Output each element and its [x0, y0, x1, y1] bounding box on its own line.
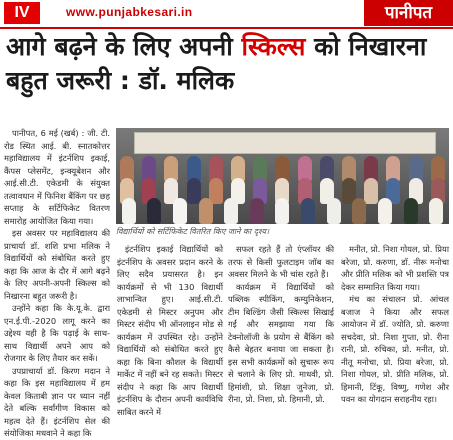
headline-part1: आगे बढ़ने के लिए अपनी [6, 32, 242, 61]
page-number: IV [4, 2, 40, 24]
article-column-3 [228, 243, 334, 406]
photo-row-front [116, 198, 449, 224]
masthead-bar [0, 0, 453, 28]
paragraph: सफल रहते हैं तो एंप्लॉयर की तरफ से किसी फुलटाइम जॉब का अवसर मिलने के भी चांस रहते हैं। [228, 244, 334, 279]
paragraph: इस अवसर पर महाविद्यालय की प्राचार्या डॉ. शशि प्रभा मलिक ने विद्यार्थियों को संबोधित करते हुए कहा कि आज के दौर में आगे बढ़ने के लिए अपनी-अपनी स्किल्स को निखारना बहुत जरूरी है। [4, 228, 110, 301]
photo-caption: विद्यार्थियों को सर्टिफिकेट वितरित किए जाने का दृश्य। [116, 227, 270, 236]
paragraph: मनीत, प्रो. निशा गोयल, प्रो. प्रिया बरेजा, प्रो. करुणा, डॉ. नीरू मनोचा और प्रीति मलिक को भी प्रशस्ति पत्र देकर सम्मानित किया गया। [341, 244, 449, 292]
article-column-2 [117, 243, 223, 418]
masthead-rule [0, 27, 453, 29]
headline-part2: को निखारना बहुत जरूरी : डॉ. मलिक [6, 32, 427, 95]
paragraph: पानीपत, 6 मई (खर्ब) : जी. टी. रोड स्थित आई. बी. स्नातकोत्तर महाविद्यालय में इंटर्नशिप इकाई, कैंपस प्लेसमेंट, इन्क्यूबेशन और आई.सी.टी. एकेडमी के संयुक्त तत्वावधान में फिनिश बैंकिंग पर छह सप्ताह के सर्टिफिकेट वितरण समारोह आयोजित किया गया। [4, 128, 110, 226]
photo-stage-banner [134, 132, 436, 154]
paragraph: मंच का संचालन प्रो. आंचल बजाज ने किया और सफल आयोजन में डॉ. ज्योति, प्रो. करुणा सचदेवा, प्रो. निशा गुप्ता, प्रो. रीना रानी, प्रो. रुचिका, प्रो. मनीत, प्रो. नीतू मनोचा, प्रो. प्रिया बरेजा, प्रो. निशा गोयल, प्रो. प्रीति मलिक, प्रो. हिमानी, टिंकू, विष्णु, गणेश और पवन का योगदान सराहनीय रहा। [341, 294, 449, 404]
event-group-photo [116, 128, 449, 224]
city-edition-label: पानीपत [364, 0, 453, 26]
paragraph: उन्होंने कहा कि के.यू.के. द्वारा एन.ई.पी.-2020 लागू करने का उद्देश्य यही है कि पढ़ाई के साथ-साथ विद्यार्थी अपने आप को रोजगार के लिए तैयार कर सकें। [4, 303, 110, 363]
headline-highlight: स्किल्स [241, 32, 306, 61]
article-headline [6, 30, 450, 98]
paragraph: कार्यक्रम में विद्यार्थियों को पब्लिक स्पीकिंग, कम्युनिकेशन, टीम बिल्डिंग जैसी स्किल्स सिखाई गईं और समझाया गया कि टेक्नोलॉजी के प्रयोग से बैंकिंग को कैसे बेहतर बनाया जा सकता है। इस सभी कार्यक्रमों को सुचारू रूप से चलाने के लिए प्रो. माधवी, प्रो. हिमांशी, प्रो. शिक्षा जुनेजा, प्रो. रीना, प्रो. निशा, प्रो. हिमानी, प्रो. [228, 281, 334, 404]
website-url[interactable]: www.punjabkesari.in [66, 5, 193, 19]
article-column-4 [341, 243, 449, 406]
paragraph: इंटर्नशिप इकाई विद्यार्थियों को इंटर्नशिप के अवसर प्रदान करने के लिए सदैव प्रयासरत है। इन कार्यक्रमों से भी 130 विद्यार्थी लाभान्वित हुए। आई.सी.टी. एकेडमी से मिस्टर अनुपम और मिस्टर संदीप भी ऑनलाइन मोड से कार्यक्रम में उपस्थित रहे। उन्होंने विद्यार्थियों को संबोधित करते हुए कहा कि बिना कौशल के विद्यार्थी मार्केट में नहीं बने रह सकते। मिस्टर संदीप ने कहा कि आप विद्यार्थी इंटर्नशिप के दौरान अपनी कार्यविधि साबित करने में [117, 244, 223, 417]
paragraph: उपप्राचार्या डॉ. किरण मदान ने कहा कि इस महाविद्यालय में हम केवल किताबी ज्ञान पर ध्यान नहीं देते बल्कि सर्वांगीण विकास को महत्व देते हैं। इंटर्नशिप सेल की संयोजिका मधवाने ने कहा कि [4, 365, 110, 438]
article-column-1 [4, 127, 110, 440]
